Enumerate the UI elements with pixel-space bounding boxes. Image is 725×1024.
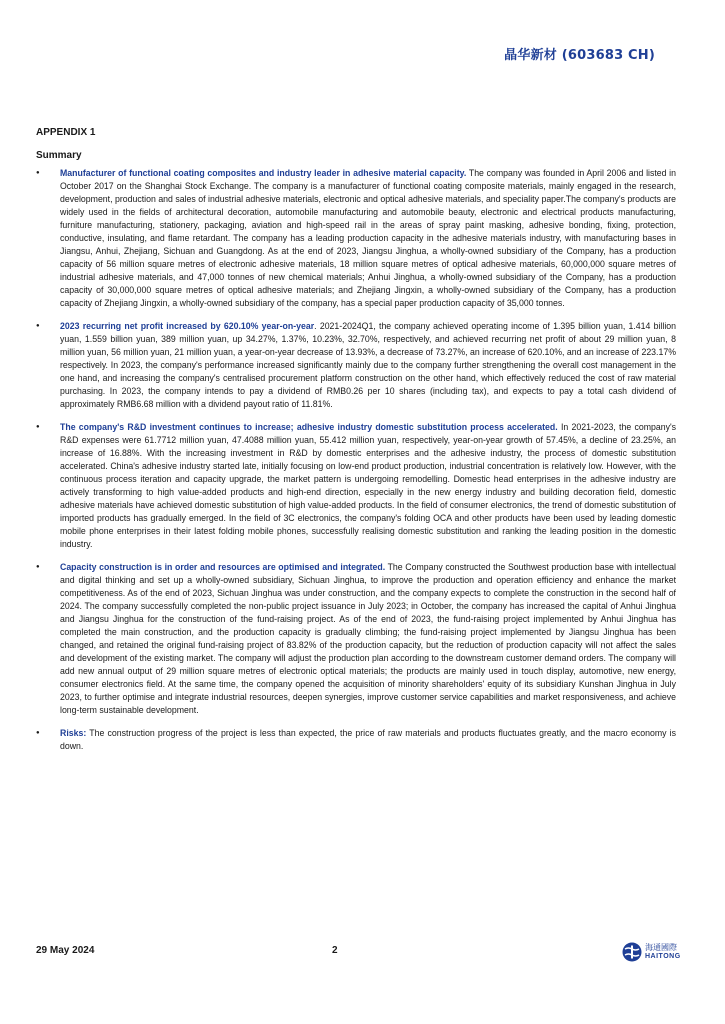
- footer-date: 29 May 2024: [36, 945, 95, 956]
- section-subtitle: Summary: [36, 150, 82, 161]
- bullet-risks: [36, 727, 676, 753]
- report-content: [36, 127, 676, 763]
- bullet-lead: The company's R&D investment continues to increase; adhesive industry domestic substitution process accelerated.: [60, 422, 558, 432]
- bullet-capacity-construction: [36, 561, 676, 717]
- summary-bullet-list: [36, 167, 676, 753]
- bullet-body: The company was founded in April 2006 and listed in October 2017 on the Shanghai Stock Exchange. The company is a manufacturer of functional coating composite materials, mainly engaged in the research, development, production and sales of industrial adhesive materials, electronic and optical adhesive materials, and speciality paper.The company's products are widely used in the fields of architectural decoration, automobile manufacturing and automobile beauty, electronic and electrical products manufacturing, furniture manufacturing, stationery, packaging, aviation and high-speed rail in the areas of spray paint masking, adhesive bonding, fixing, protection, conductive, insulating, and flame retardant. The company has a leading production capacity in the adhesive materials industry, with manufacturing bases in Jiangsu, Anhui, Zhejiang, Sichuan and Guangdong. As at the end of 2023, Jiangsu Jinghua, a wholly-owned subsidiary of the Company, has a production capacity of 56 million square metres of electronic adhesive materials, 18 million square metres of optical adhesive materials, 60,000,000 square metres of industrial adhesive materials, and 47,000 tonnes of new chemical materials; Anhui Jinghua, a wholly-owned subsidiary of the Company, has a production capacity of 30,000,000 square metres of optical adhesive materials; and Zhejiang Jingxin, a wholly-owned subsidiary of the Company, has a production capacity of Zhejiang Jingxin, a wholly-owned subsidiary of the company, has a special paper production capacity of 35,000 tonnes.: [60, 168, 676, 308]
- logo-english-text: HAITONG: [645, 953, 681, 960]
- bullet-lead: 2023 recurring net profit increased by 620.10% year-on-year: [60, 321, 315, 331]
- bullet-body: The Company constructed the Southwest production base with intellectual and digital thinking and set up a wholly-owned subsidiary, Sichuan Jinghua, to improve the production and operation efficiency and enhance the market competitiveness. As of the end of 2023, Sichuan Jinghua was under construction, and the company expects to complete the construction in the second half of 2024. The company successfully completed the non-public project issuance in July 2023; in October, the company has increased the capital of Anhui Jinghua and Jiangsu Jinghua for the construction of the fund-raising project. As of the end of 2023, the fund-raising project implemented by Anhui Jinghua has completed the main construction, and the production capacity is gradually climbing; the fund-raising project implemented by Jiangsu Jinghua has been changed, and retained the original fund-raising project of 83.82% of the production capacity, but the reduction of production capacity will not affect the sales and development of the existing market. The company will adjust the production plan according to the downstream customer demand orders. The company will add new annual output of 29 million square metres of electronic optical materials; the products are mainly used in touch display, automotive, new energy, consumer electronics field. At the same time, the company opened the acquisition of minority shareholders' equity of its subsidiary Kunshan Jinghua in July 2023, to further optimise and integrate industrial resources, deepen synergies, improve customer service capabilities and market responsiveness, and achieve long-term sustainable development.: [60, 562, 676, 715]
- haitong-logo: [622, 942, 681, 962]
- bullet-body: . 2021-2024Q1, the company achieved operating income of 1.395 billion yuan, 1.414 billion yuan, 1.559 billion yuan, 389 million yuan, up 34.27%, 1.37%, 10.23%, 32.70%, respectively, and achieved recurring net profit of about 29 million yuan, 8 million yuan, 56 million yuan, 21 million yuan, a year-on-year decrease of 13.93%, a decrease of 73.27%, an increase of 620.10%, and an increase of 223.17% respectively. In 2023, the company's performance increased significantly mainly due to the company further strengthening the overall cost management in the one hand, and increasing the company's centralised procurement platform construction on the other hand, which effectively reduced the cost of raw material purchasing. In 2023, the company intends to pay a dividend of RMB0.26 per 10 shares (including tax), and expects to pay a total cash dividend of approximately RMB6.68 million with a dividend payout ratio of 11.81%.: [60, 321, 677, 409]
- bullet-lead: Capacity construction is in order and resources are optimised and integrated.: [60, 562, 386, 572]
- bullet-rd-investment: [36, 421, 676, 551]
- bullet-net-profit: [36, 320, 676, 411]
- haitong-logo-icon: [622, 942, 642, 962]
- header-title: 晶华新材 (603683 CH): [504, 48, 655, 63]
- bullet-lead: Risks:: [60, 728, 87, 738]
- bullet-lead: Manufacturer of functional coating composites and industry leader in adhesive material capacity.: [60, 168, 467, 178]
- bullet-body: In 2021-2023, the company's R&D expenses were 61.7712 million yuan, 47.4088 million yuan, 55.412 million yuan, respectively, year-on-year growth of 57.45%, a decline of 23.25%, an increase of 16.88%. With the increasing investment in R&D by domestic enterprises and the adhesive industry, the process of domestic substitution accelerated. China's adhesive industry started late, initially focusing on low-end product production, industrial concentration is relatively low. However, with the continuous process iteration and capacity upgrade, the market pattern is undergoing remodelling. Domestic head enterprises in the adhesive industry are actively transforming to high value-added products and high-end direction, especially in the new energy industry and building decoration field, domestic adhesive materials have achieved domestic substitution of high value-added products. In the field of consumer electronics, the trend of domestic substitution of imported products has gradually emerged. In the field of 3C electronics, the company's folding OCA and other products have been used by leading domestic mobile phone enterprises in their latest folding mobile phones, successfully realising domestic substitution and ranking the leading position in the domestic industry.: [60, 422, 676, 549]
- section-title: APPENDIX 1: [36, 127, 96, 138]
- page-number: 2: [332, 945, 338, 956]
- logo-chinese-text: 海通國際: [645, 943, 677, 952]
- bullet-body: The construction progress of the project is less than expected, the price of raw materials and products fluctuates greatly, and the macro economy is down.: [60, 728, 676, 751]
- bullet-company-profile: [36, 167, 676, 310]
